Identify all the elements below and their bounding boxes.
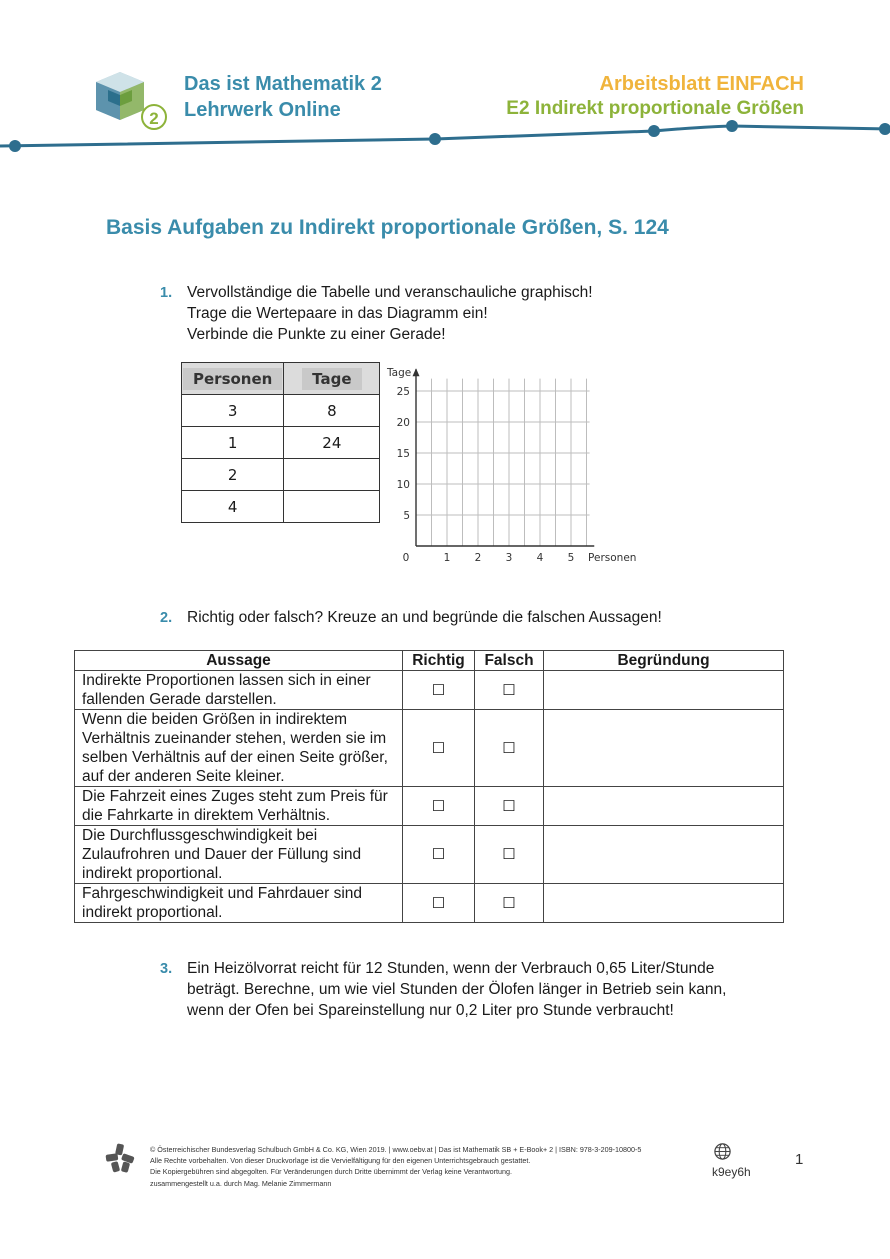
statement-text: Die Fahrzeit eines Zuges steht zum Preis für die Fahrkarte in direktem Verhältnis. bbox=[75, 787, 403, 826]
falsch-checkbox[interactable]: ☐ bbox=[475, 787, 544, 826]
x-tick-label: 1 bbox=[443, 552, 451, 564]
sheet-type: Arbeitsblatt EINFACH bbox=[599, 73, 804, 95]
richtig-checkbox[interactable]: ☐ bbox=[403, 710, 475, 787]
x-tick-label: 2 bbox=[474, 552, 482, 564]
falsch-checkbox[interactable]: ☐ bbox=[475, 710, 544, 787]
globe-icon bbox=[713, 1142, 732, 1161]
begruendung-field[interactable] bbox=[544, 671, 784, 710]
begruendung-field[interactable] bbox=[544, 826, 784, 884]
brand-line2: Lehrwerk Online bbox=[184, 99, 341, 121]
task1-number: 1. bbox=[160, 285, 173, 301]
task3-line: wenn der Ofen bei Spareinstellung nur 0,2 Liter pro Stunde verbraucht! bbox=[187, 1002, 674, 1019]
x-tick-label: 4 bbox=[536, 552, 544, 564]
page-title: Basis Aufgaben zu Indirekt proportionale Größen, S. 124 bbox=[106, 216, 669, 239]
value-cell: 3 bbox=[182, 395, 284, 427]
y-axis-arrow bbox=[413, 368, 420, 376]
value-table-header-cell: Personen bbox=[182, 363, 284, 395]
value-cell: 4 bbox=[182, 491, 284, 523]
richtig-checkbox[interactable]: ☐ bbox=[403, 826, 475, 884]
y-tick-label: 15 bbox=[396, 448, 410, 460]
task1-line: Trage die Wertepaare in das Diagramm ein! bbox=[187, 305, 488, 322]
table-row bbox=[182, 491, 380, 523]
table-row bbox=[75, 884, 784, 923]
x-tick-label: 5 bbox=[567, 552, 575, 564]
task1-line: Vervollständige die Tabelle und veranschauliche graphisch! bbox=[187, 284, 593, 301]
task3-text bbox=[187, 958, 726, 1021]
table-row bbox=[75, 671, 784, 710]
y-tick-label: 25 bbox=[396, 386, 410, 398]
statement-text: Wenn die beiden Größen in indirektem Verhältnis zueinander stehen, werden sie im selben Verhältnis auf der einen Seite größer, auf der anderen Seite kleiner. bbox=[75, 710, 403, 787]
table-row bbox=[182, 427, 380, 459]
value-cell: 1 bbox=[182, 427, 284, 459]
task3-number: 3. bbox=[160, 961, 173, 977]
richtig-checkbox[interactable]: ☐ bbox=[403, 787, 475, 826]
task2-instructions: Richtig oder falsch? Kreuze an und begründe die falschen Aussagen! bbox=[187, 609, 662, 626]
task2-number: 2. bbox=[160, 610, 173, 626]
x-tick-label: 3 bbox=[505, 552, 513, 564]
value-cell: 24 bbox=[284, 427, 380, 459]
page-number: 1 bbox=[795, 1151, 804, 1168]
x-axis-label: Personen bbox=[588, 552, 637, 564]
task3-line: Ein Heizölvorrat reicht für 12 Stunden, wenn der Verbrauch 0,65 Liter/Stunde bbox=[187, 960, 715, 977]
value-cell[interactable] bbox=[284, 491, 380, 523]
sheet-topic: E2 Indirekt proportionale Größen bbox=[506, 98, 804, 119]
logo-number: 2 bbox=[149, 109, 159, 128]
header-richtig: Richtig bbox=[403, 651, 475, 671]
value-cell: 2 bbox=[182, 459, 284, 491]
logo-cube-icon bbox=[92, 70, 172, 134]
footer-line: zusammengestellt u.a. durch Mag. Melanie Zimmermann bbox=[150, 1178, 332, 1188]
publisher-logo-icon bbox=[104, 1142, 136, 1174]
x-tick-label: 0 bbox=[402, 552, 410, 564]
header-aussage: Aussage bbox=[75, 651, 403, 671]
y-tick-label: 5 bbox=[403, 510, 410, 522]
empty-coordinate-chart[interactable] bbox=[380, 360, 642, 568]
footer-line: Die Kopiergebühren sind abgegolten. Für Veränderungen durch Dritte übernimmt der Verlag keine Verantwortung. bbox=[150, 1167, 512, 1177]
value-cell: 8 bbox=[284, 395, 380, 427]
header-falsch: Falsch bbox=[475, 651, 544, 671]
statement-table-header bbox=[75, 651, 784, 671]
footer-line: © Österreichischer Bundesverlag Schulbuch GmbH & Co. KG, Wien 2019. | www.oebv.at | Das ist Mathematik SB + E-Book+ 2 | ISBN: 978-3-209-10800-5 bbox=[150, 1145, 642, 1154]
online-code[interactable]: k9ey6h bbox=[712, 1165, 751, 1179]
task1-line: Verbinde die Punkte zu einer Gerade! bbox=[187, 326, 446, 343]
table-row bbox=[75, 787, 784, 826]
falsch-checkbox[interactable]: ☐ bbox=[475, 671, 544, 710]
table-row bbox=[182, 395, 380, 427]
brand-line1: Das ist Mathematik 2 bbox=[184, 73, 382, 95]
footer-copyright bbox=[150, 1144, 641, 1189]
header-begruendung: Begründung bbox=[544, 651, 784, 671]
value-cell[interactable] bbox=[284, 459, 380, 491]
statement-text: Fahrgeschwindigkeit und Fahrdauer sind indirekt proportional. bbox=[75, 884, 403, 923]
table-row bbox=[75, 710, 784, 787]
table-row bbox=[75, 826, 784, 884]
value-table bbox=[181, 362, 380, 523]
table-row bbox=[182, 459, 380, 491]
richtig-checkbox[interactable]: ☐ bbox=[403, 884, 475, 923]
begruendung-field[interactable] bbox=[544, 884, 784, 923]
y-tick-label: 10 bbox=[396, 479, 410, 491]
task1-instructions bbox=[187, 282, 593, 345]
falsch-checkbox[interactable]: ☐ bbox=[475, 826, 544, 884]
footer-line: Alle Rechte vorbehalten. Von dieser Druckvorlage ist die Vervielfältigung für den eigenen Unterrichtsgebrauch gestattet. bbox=[150, 1156, 531, 1166]
value-table-header-cell: Tage bbox=[284, 363, 380, 395]
begruendung-field[interactable] bbox=[544, 787, 784, 826]
statement-text: Indirekte Proportionen lassen sich in einer fallenden Gerade darstellen. bbox=[75, 671, 403, 710]
y-tick-label: 20 bbox=[396, 417, 410, 429]
richtig-checkbox[interactable]: ☐ bbox=[403, 671, 475, 710]
statement-text: Die Durchflussgeschwindigkeit bei Zulaufrohren und Dauer der Füllung sind indirekt proportional. bbox=[75, 826, 403, 884]
value-table-header bbox=[182, 363, 380, 395]
task3-line: beträgt. Berechne, um wie viel Stunden der Ölofen länger in Betrieb sein kann, bbox=[187, 981, 727, 998]
falsch-checkbox[interactable]: ☐ bbox=[475, 884, 544, 923]
begruendung-field[interactable] bbox=[544, 710, 784, 787]
statement-table bbox=[74, 650, 784, 923]
y-axis-label: Tage bbox=[387, 367, 412, 379]
